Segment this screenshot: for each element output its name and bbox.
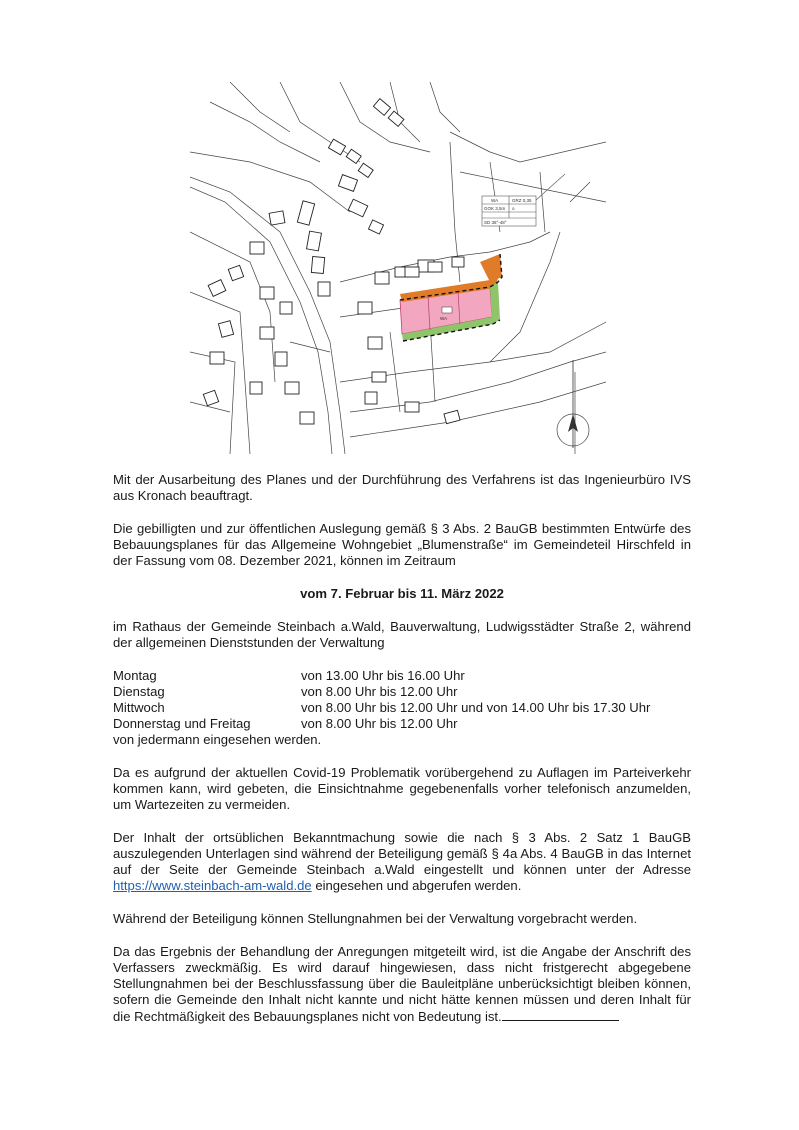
paragraph-statements: Während der Beteiligung können Stellungnahmen bei der Verwaltung vorgebracht werden. <box>113 911 638 926</box>
legend-grz: GRZ 0,35 <box>512 198 532 203</box>
buildings <box>203 99 460 424</box>
paragraph-location: im Rathaus der Gemeinde Steinbach a.Wald, Bauverwaltung, Ludwigsstädter Straße 2, während der allgemeinen Dienststunden der Verwaltung <box>113 619 691 650</box>
paragraph-inspection: von jedermann eingesehen werden. <box>113 732 322 747</box>
announcement-text <box>113 472 691 1025</box>
legend-sd: SD 38°-48° <box>484 220 507 225</box>
office-hours-table <box>113 668 691 732</box>
hours-row <box>113 716 691 732</box>
internet-text: Der Inhalt der ortsüblichen Bekanntmachung sowie die nach § 3 Abs. 2 Satz 1 BauGB auszulegenden Unterlagen sind während der Beteiligung gemäß § 4a Abs. 4 BauGB in das Internet auf der Seite der Gemeinde Steinbach a.Wald eingestellt und können unter der Adresse <box>113 830 691 877</box>
paragraph-internet <box>113 830 691 894</box>
hours-time: von 8.00 Uhr bis 12.00 Uhr <box>301 716 458 731</box>
hours-day: Mittwoch <box>113 700 165 715</box>
north-arrow-icon <box>557 360 589 448</box>
internet-text-end: eingesehen und abgerufen werden. <box>311 878 522 893</box>
paragraph-planning-office: Mit der Ausarbeitung des Planes und der Durchführung des Verfahrens ist das Ingenieurbüro IVS aus Kronach beauftragt. <box>113 472 691 503</box>
legend-wa: WA <box>491 198 499 203</box>
legend-o: o <box>512 206 515 211</box>
hours-time: von 8.00 Uhr bis 12.00 Uhr und von 14.00 Uhr bis 17.30 Uhr <box>301 700 651 715</box>
hours-day: Donnerstag und Freitag <box>113 716 251 731</box>
paragraph-legal-notice <box>113 944 691 1025</box>
site-plan-map <box>190 82 606 454</box>
plot-label: WA <box>440 316 448 321</box>
hours-time: von 13.00 Uhr bis 16.00 Uhr <box>301 668 465 683</box>
hours-day: Dienstag <box>113 684 165 699</box>
website-link[interactable]: https://www.steinbach-am-wald.de <box>113 878 312 893</box>
legal-notice-text: Da das Ergebnis der Behandlung der Anregungen mitgeteilt wird, ist die Angabe der Anschrift des Verfassers zweckmäßig. Es wird darauf hingewiesen, dass nicht fristgerecht abgegebene Stellungnahmen bei der Beschlussfassung über die Bauleitpläne unberücksichtigt bleiben können, sofern die Gemeinde den Inhalt nicht kannte und nicht hätte kennen müssen und deren Inhalt für die Rechtmäßigkeit des Bebauungsplanes nicht von Bedeutung ist. <box>113 944 691 1024</box>
paragraph-drafts: Die gebilligten und zur öffentlichen Auslegung gemäß § 3 Abs. 2 BauGB bestimmten Entwürfe des Bebauungsplanes für das Allgemeine Wohngebiet „Blumenstraße“ im Gemeindeteil Hirschfeld in der Fassung vom 08. Dezember 2021, können im Zeitraum <box>113 521 691 568</box>
hours-time: von 8.00 Uhr bis 12.00 Uhr <box>301 684 458 699</box>
hours-row <box>113 700 691 716</box>
signature-line <box>502 1008 619 1021</box>
paragraph-covid: Da es aufgrund der aktuellen Covid-19 Problematik vorübergehend zu Auflagen im Parteiverkehr kommen kann, wird gebeten, die Einsichtnahme gegebenenfalls vorher telefonisch anzumelden, um Wartezeiten zu vermeiden. <box>113 765 691 812</box>
site-plan-drawing <box>190 82 606 454</box>
hours-day: Montag <box>113 668 157 683</box>
date-range: vom 7. Februar bis 11. März 2022 <box>300 586 504 601</box>
legend-gok: GOK 3,5m <box>484 206 506 211</box>
hours-row <box>113 668 691 684</box>
hours-row <box>113 684 691 700</box>
